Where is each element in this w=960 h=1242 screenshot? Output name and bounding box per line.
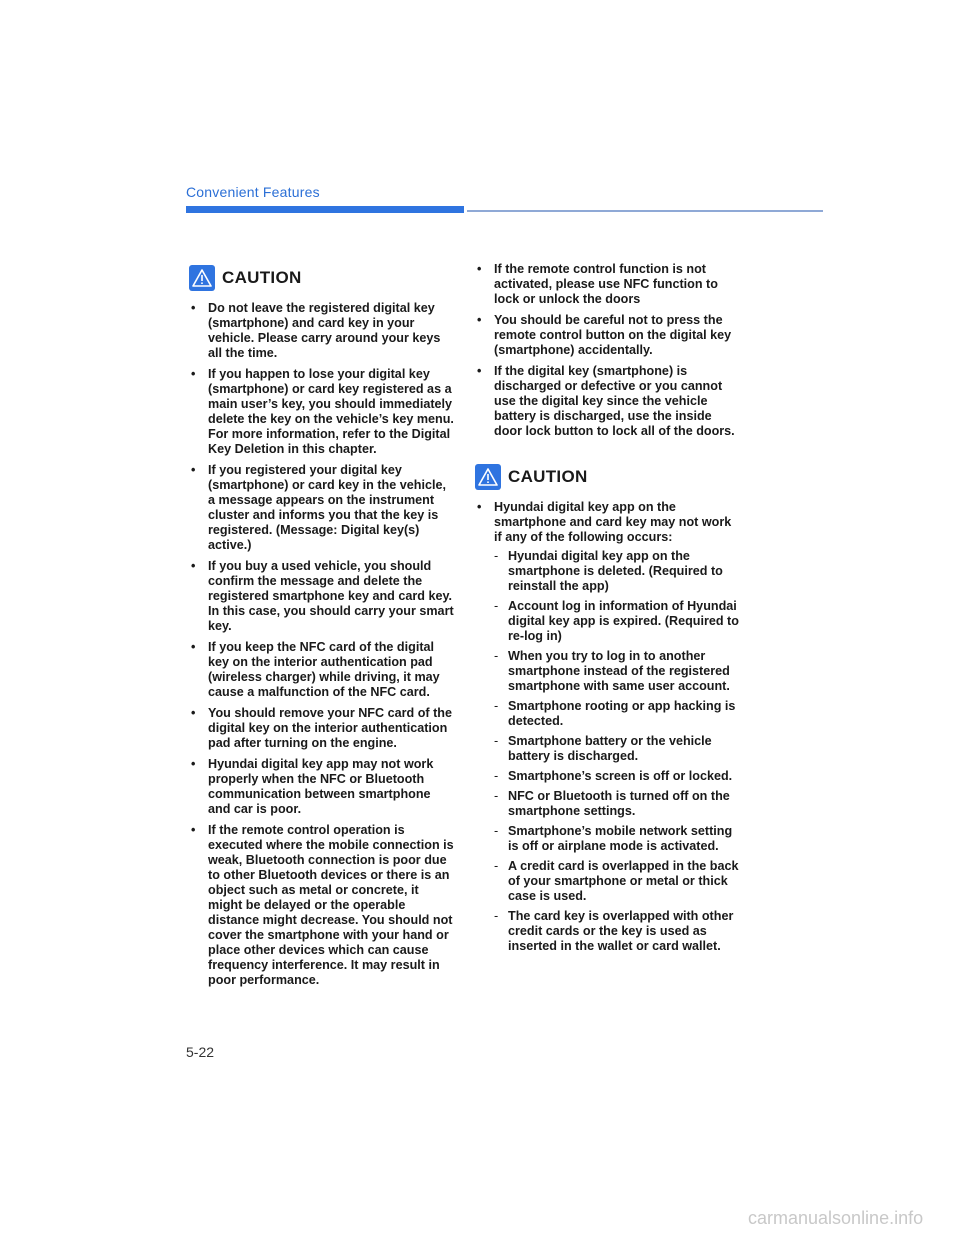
caution-intro: Hyundai digital key app on the smartphone and card key may not work if any of the following occurs:: [494, 500, 732, 544]
header-divider-line: [467, 210, 823, 212]
header-accent-bar: [186, 206, 464, 213]
warning-triangle-icon: [475, 464, 501, 490]
watermark: carmanualsonline.info: [748, 1208, 924, 1228]
caution-bullet-list: [186, 301, 454, 988]
caution-heading: [475, 464, 742, 490]
sub-list-item: - NFC or Bluetooth is turned off on the smartphone settings.: [494, 789, 742, 819]
list-item: • Hyundai digital key app may not work properly when the NFC or Bluetooth communication between smartphone and car is poor.: [186, 757, 454, 817]
sub-list-item: - When you try to log in to another smartphone instead of the registered smartphone with same user account.: [494, 649, 742, 694]
section-title: Convenient Features: [186, 184, 320, 200]
list-item: • If the remote control operation is executed where the mobile connection is weak, Bluetooth connection is poor due to other Bluetooth devices or there is an object such as metal or concrete, it might be delayed or the operable distance might decrease. You should not cover the smartphone with your hand or place other devices which can cause frequency interference. It may result in poor performance.: [186, 823, 454, 988]
list-item: • If the digital key (smartphone) is discharged or defective or you cannot use the digital key since the vehicle battery is discharged, use the inside door lock button to lock all of the doors.: [472, 364, 742, 439]
caution-bullet-list: [472, 500, 742, 954]
list-item: • If you happen to lose your digital key (smartphone) or card key registered as a main user’s key, you should immediately delete the key on the vehicle’s key menu. For more information, refer to the Digital Key Deletion in this chapter.: [186, 367, 454, 457]
list-item: • If the remote control function is not activated, please use NFC function to lock or unlock the doors: [472, 262, 742, 307]
list-item: • If you registered your digital key (smartphone) or card key in the vehicle, a message appears on the instrument cluster and informs you that the key is registered. (Message: Digital key(s) active.): [186, 463, 454, 553]
right-column: [472, 262, 742, 960]
page-number: 5-22: [186, 1044, 215, 1060]
list-item: • If you buy a used vehicle, you should confirm the message and delete the registered smartphone key and card key. In this case, you should carry your smart key.: [186, 559, 454, 634]
list-item: • You should be careful not to press the remote control button on the digital key (smartphone) accidentally.: [472, 313, 742, 358]
sub-list-item: - Hyundai digital key app on the smartphone is deleted. (Required to reinstall the app): [494, 549, 742, 594]
list-item: • If you keep the NFC card of the digital key on the interior authentication pad (wireless charger) while driving, it may cause a malfunction of the NFC card.: [186, 640, 454, 700]
continued-bullet-list: [472, 262, 742, 439]
sub-list-item: - A credit card is overlapped in the back of your smartphone or metal or thick case is used.: [494, 859, 742, 904]
sub-list-item: - The card key is overlapped with other credit cards or the key is used as inserted in the wallet or card wallet.: [494, 909, 742, 954]
sub-list-item: - Smartphone rooting or app hacking is detected.: [494, 699, 742, 729]
sub-list-item: - Smartphone battery or the vehicle battery is discharged.: [494, 734, 742, 764]
list-item: [472, 500, 742, 954]
sub-list-item: - Account log in information of Hyundai digital key app is expired. (Required to re-log in): [494, 599, 742, 644]
left-column: [186, 262, 454, 994]
list-item: • You should remove your NFC card of the digital key on the interior authentication pad after turning on the engine.: [186, 706, 454, 751]
caution-title: CAUTION: [222, 268, 302, 287]
warning-triangle-icon: [189, 265, 215, 291]
sub-list-item: - Smartphone’s mobile network setting is off or airplane mode is activated.: [494, 824, 742, 854]
sub-list-item: - Smartphone’s screen is off or locked.: [494, 769, 742, 784]
caution-title: CAUTION: [508, 467, 588, 486]
sub-item-list: [494, 549, 742, 954]
caution-heading: [189, 265, 454, 291]
list-item: • Do not leave the registered digital key (smartphone) and card key in your vehicle. Please carry around your keys all the time.: [186, 301, 454, 361]
